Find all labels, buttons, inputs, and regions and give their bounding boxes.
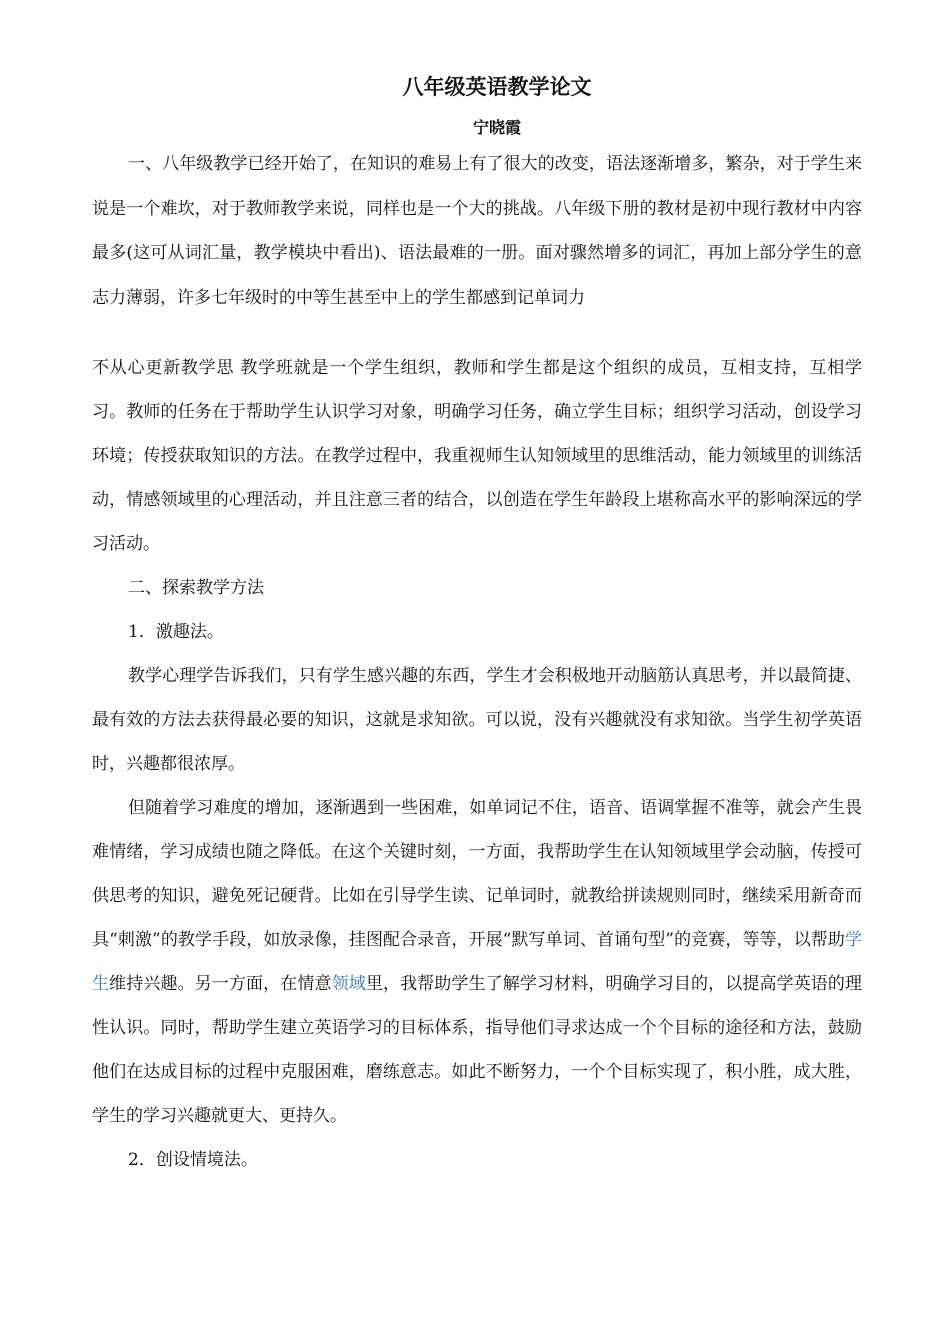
paragraph-intro: 一、八年级教学已经开始了，在知识的难易上有了很大的改变，语法逐渐增多，繁杂，对于学生来说是一个难坎，对于教师教学来说，同样也是一个大的挑战。八年级下册的教材是初中现行教材中内容最多(这可从词汇量，教学模块中看出)、语法最难的一册。面对骤然增多的词汇，再加上部分学生的意志力薄弱，许多七年级时的中等生甚至中上的学生都感到记单词力 [92,154,862,308]
paragraph-text-segment: 维持兴趣。另一方面，在情意 [109,974,332,994]
link-students[interactable]: 学生 [92,930,862,994]
paragraph-interest: 教学心理学告诉我们，只有学生感兴趣的东西，学生才会积极地开动脑筋认真思考，并以最简捷、最有效的方法去获得最必要的知识，这就是求知欲。可以说，没有兴趣就没有求知欲。当学生初学英语时，兴趣都很浓厚。 [92,666,862,774]
document-page [92,70,862,1182]
paragraph-difficulty [92,786,862,1138]
link-domain[interactable]: 领域 [331,974,366,994]
list-item-method-2: 2．创设情境法。 [128,1150,258,1170]
paragraph-text-segment: 但随着学习难度的增加，逐渐遇到一些困难，如单词记不住，语音、语调掌握不准等，就会产生畏难情绪，学习成绩也随之降低。在这个关键时刻，一方面，我帮助学生在认知领域里学会动脑，传授可供思考的知识，避免死记硬背。比如在引导学生读、记单词时，就教给拼读规则同时，继续采用新奇而具“刺激”的教学手段，如放录像，挂图配合录音，开展“默写单词、首诵句型”的竞赛，等等，以帮助 [92,798,862,950]
list-item-method-1: 1．激趣法。 [128,622,224,642]
paragraph-text-segment: 里，我帮助学生了解学习材料，明确学习目的，以提高学英语的理性认识。同时，帮助学生建立英语学习的目标体系，指导他们寻求达成一个个目标的途径和方法，鼓励他们在达成目标的过程中克服困难，磨练意志。如此不断努力，一个个目标实现了，积小胜，成大胜，学生的学习兴趣就更大、更持久。 [92,974,863,1126]
section-heading-methods: 二、探索教学方法 [128,578,264,598]
document-title: 八年级英语教学论文 [402,75,592,99]
author-name: 宁晓霞 [472,118,521,137]
paragraph-teaching-idea: 不从心更新教学思 教学班就是一个学生组织，教师和学生都是这个组织的成员，互相支持，互相学习。教师的任务在于帮助学生认识学习对象，明确学习任务，确立学生目标；组织学习活动，创设学习环境；传授获取知识的方法。在教学过程中，我重视师生认知领域里的思维活动，能力领域里的训练活动，情感领域里的心理活动，并且注意三者的结合，以创造在学生年龄段上堪称高水平的影响深远的学习活动。 [92,358,862,554]
